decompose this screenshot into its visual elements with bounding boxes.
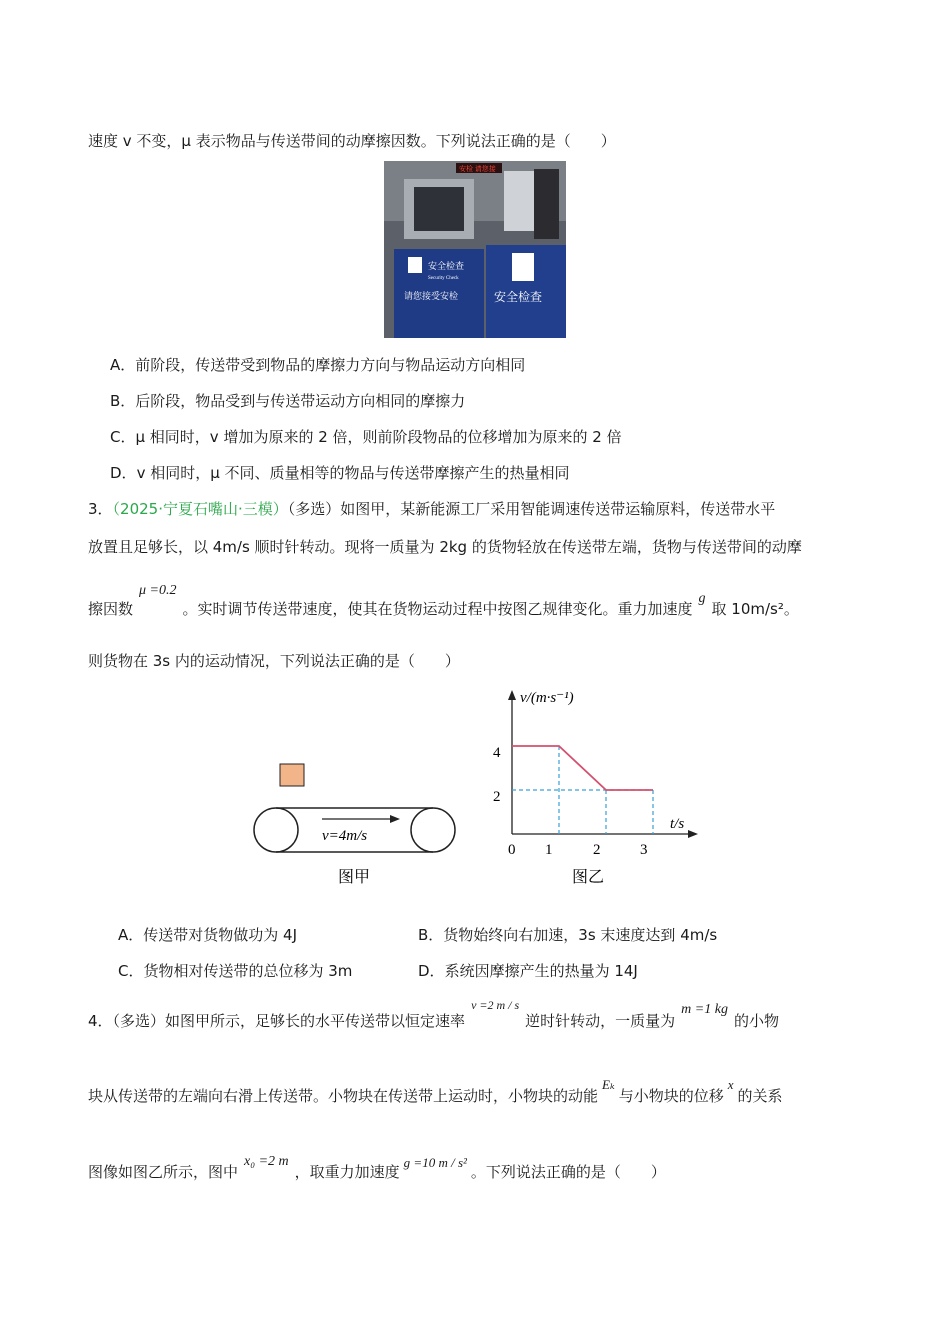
chart-marks	[512, 746, 653, 834]
figure-b-caption: 图乙	[572, 869, 605, 886]
q4-line3: 图像如图乙所示，图中x₀ =2 m，取重力加速度g =10 m / s²。下列说法正确的是（ ）	[88, 1154, 666, 1181]
figure-b-graph	[493, 690, 698, 886]
x-axis-label: t/s	[670, 816, 685, 832]
sign-right-text: 安全检查	[494, 290, 543, 304]
security-check-photo	[384, 161, 566, 338]
figure-a-belt	[254, 764, 455, 886]
q3-option-c: C．货物相对传送带的总位移为 3m	[118, 962, 353, 980]
q3-option-d: D．系统因摩擦产生的热量为 14J	[418, 962, 638, 980]
x-symbol: x	[727, 1077, 734, 1092]
x-tick-3: 3	[640, 842, 648, 858]
q3-figure-svg	[250, 686, 710, 891]
m-expression: m =1 kg	[681, 1002, 728, 1017]
q3-line2: 放置且足够长，以 4m/s 顺时针转动。现将一质量为 2kg 的货物轻放在传送带左端，货物与传送带间的动摩	[88, 538, 802, 556]
x-tick-1: 1	[545, 842, 553, 858]
q3-line1: 3．（2025·宁夏石嘴山·三模）（多选）如图甲，某新能源工厂采用智能调速传送带运输原料，传送带水平	[88, 500, 776, 518]
q4-line2: 块从传送带的左端向右滑上传送带。小物块在传送带上运动时，小物块的动能Eₖ与小物块的位移x的关系	[88, 1077, 783, 1105]
cargo-box	[280, 764, 304, 786]
belt-speed-label: v=4m/s	[322, 828, 368, 844]
led-text: 安检 请您接	[459, 165, 496, 173]
sign-top-en-text: Security Check	[428, 276, 459, 281]
origin-label: 0	[508, 842, 516, 858]
q3-line3: 擦因数μ =0.2。实时调节传送带速度，使其在货物运动过程中按图乙规律变化。重力加速度g取 10m/s²。	[88, 583, 799, 618]
velocity-series-line	[512, 746, 653, 790]
q3-option-a: A．传送带对货物做功为 4J	[118, 926, 298, 944]
belt-arrow-head	[390, 815, 400, 823]
y-axis-arrow	[508, 690, 516, 700]
right-roller	[411, 808, 455, 852]
q3-option-b: B．货物始终向右加速，3s 末速度达到 4m/s	[418, 926, 718, 944]
mu-expression: μ =0.2	[139, 583, 177, 598]
figure-a-caption: 图甲	[338, 869, 371, 886]
y-axis-label: v/(m·s⁻¹)	[520, 690, 574, 706]
v-expression: v =2 m / s	[471, 998, 520, 1012]
g-expression: g =10 m / s²	[403, 1155, 467, 1170]
left-roller	[254, 808, 298, 852]
g-symbol: g	[698, 591, 706, 606]
q4-number: 4．	[88, 1012, 113, 1030]
q3-source: （2025·宁夏石嘴山·三模）	[112, 500, 288, 518]
x-axis-arrow	[688, 830, 698, 838]
x-tick-2: 2	[593, 842, 601, 858]
y-tick-2: 2	[493, 789, 501, 805]
q4-line1: 4．（多选）如图甲所示，足够长的水平传送带以恒定速率$^{v =2 m / s}$逆时针转动，一质量为m =1 kg的小物	[88, 998, 779, 1030]
q2-stem-tail: 速度 v 不变，μ 表示物品与传送带间的动摩擦因数。下列说法正确的是（ ）	[88, 132, 616, 150]
q2-option-c: C．μ 相同时，v 增加为原来的 2 倍，则前阶段物品的位移增加为原来的 2 倍	[110, 428, 622, 446]
q3-figures	[250, 686, 710, 895]
q3-line4: 则货物在 3s 内的运动情况，下列说法正确的是（ ）	[88, 652, 460, 670]
q2-option-d: D．v 相同时，μ 不同、质量相等的物品与传送带摩擦产生的热量相同	[110, 464, 570, 482]
q2-option-b: B．后阶段，物品受到与传送带运动方向相同的摩擦力	[110, 392, 466, 410]
q2-option-a: A．前阶段，传送带受到物品的摩擦力方向与物品运动方向相同	[110, 356, 526, 374]
x0-expression: x₀ =2 m	[244, 1154, 289, 1169]
ek-symbol: Eₖ	[602, 1077, 615, 1092]
y-tick-4: 4	[493, 745, 501, 761]
sign-sub-text: 请您接受安检	[404, 291, 459, 301]
sign-top-text: 安全检查	[428, 261, 465, 271]
q3-number: 3．	[88, 500, 113, 518]
